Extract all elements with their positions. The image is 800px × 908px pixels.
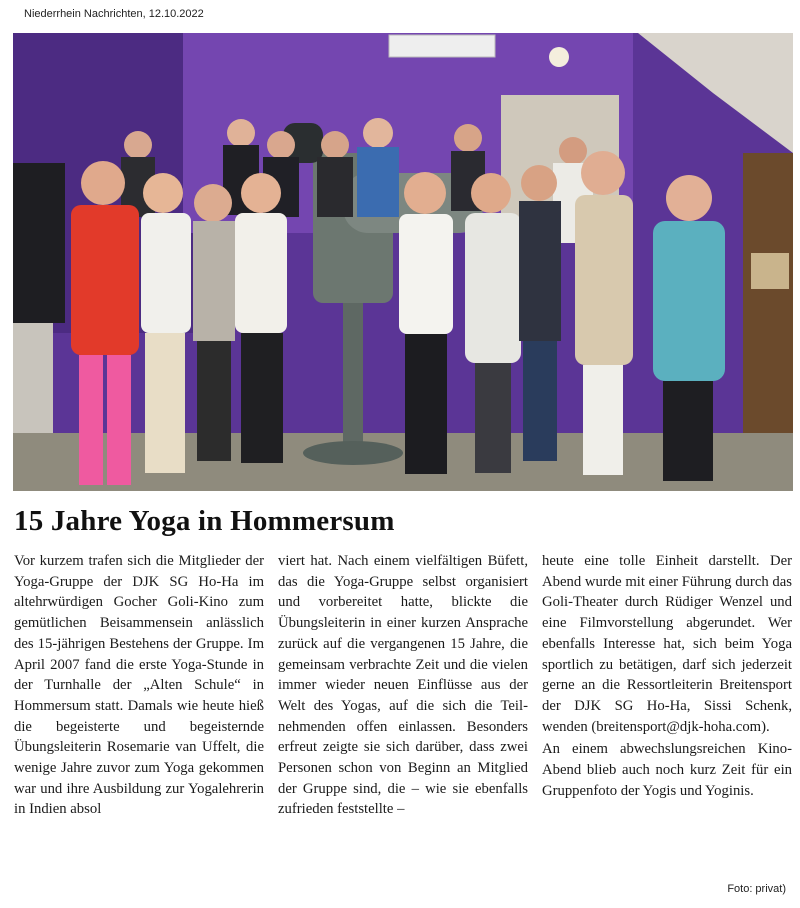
person-grey bbox=[193, 184, 235, 461]
person-back-4 bbox=[317, 131, 353, 217]
wall-lamp bbox=[549, 47, 569, 67]
article-column-1 bbox=[14, 551, 264, 891]
person-back-5 bbox=[357, 118, 399, 217]
person-dark bbox=[519, 165, 561, 461]
article-column-2 bbox=[278, 551, 528, 891]
article-headline: 15 Jahre Yoga in Hommersum bbox=[14, 505, 395, 537]
speaker bbox=[13, 163, 65, 323]
air-conditioner bbox=[389, 35, 495, 57]
article-body bbox=[14, 551, 792, 891]
projector-base bbox=[303, 441, 403, 465]
projector-stand bbox=[343, 303, 363, 443]
article-paragraph: viert hat. Nach einem vielfältigen Büfett, das die Yoga-Gruppe selbst organisiert und vorbereitet hatte, blickte die Übungsleiterin in einer kurzen Ansprache zurück auf die vergangenen 15 Jahre, die gemeinsam verbrachte Zeit und die vielen immer wieder neuen Einflüsse aus der Welt des Yogas, auf die sich die Teilnehmenden offen einlassen. Besonders erfreut zeigte sie sich darüber, dass zwei Personen schon von Beginn an Mitglied der Gruppe sind, die – wie sie ebenfalls zufrieden feststellte – bbox=[278, 553, 528, 818]
article-paragraph: heute eine tolle Einheit darstellt. Der Abend wurde mit einer Führung durch das Goli-Theater durch Rüdiger Wenzel und eine Filmvorstellung abgerundet. Wer ebenfalls Interesse hat, sich beim Yoga sportlich zu betätigen, darf sich jederzeit gerne an die Ressortleiterin Breitensport der DJK SG Ho-Ha, Sissi Schenk, wenden (breitensport@djk-hoha.com). bbox=[542, 553, 792, 735]
group-photo bbox=[13, 33, 793, 491]
person-white-top-1 bbox=[141, 173, 191, 473]
person-white-top-2 bbox=[235, 173, 287, 463]
person-striped bbox=[399, 172, 453, 474]
photo-credit: Foto: privat) bbox=[727, 883, 786, 895]
article-paragraph: Vor kurzem trafen sich die Mitglieder der Yoga-Gruppe der DJK SG Ho-Ha im altehrwürdigen Gocher Goli-Kino zum gemütlichen Beisammensein anlässlich des 15-jährigen Bestehens der Gruppe. Im April 2007 fand die erste Yoga-Stunde in der Turnhalle der „Alten Schule“ in Hommersum statt. Damals wie heute hieß die begeisterte und begeisternde Übungsleiterin Rosemarie van Uffelt, die wenige Jahre zuvor zum Yoga gekommen war und ihre Ausbildung zur Yogalehrerin in Indien absol bbox=[14, 553, 264, 818]
group-photo-illustration bbox=[13, 33, 793, 491]
article-paragraph: An einem abwechslungsreichen Kino-Abend blieb auch noch kurz Zeit für ein Gruppenfoto der Yogis und Yoginis. bbox=[542, 741, 792, 799]
article-column-3 bbox=[542, 551, 792, 891]
books bbox=[751, 253, 789, 289]
source-line: Niederrhein Nachrichten, 12.10.2022 bbox=[24, 8, 204, 20]
